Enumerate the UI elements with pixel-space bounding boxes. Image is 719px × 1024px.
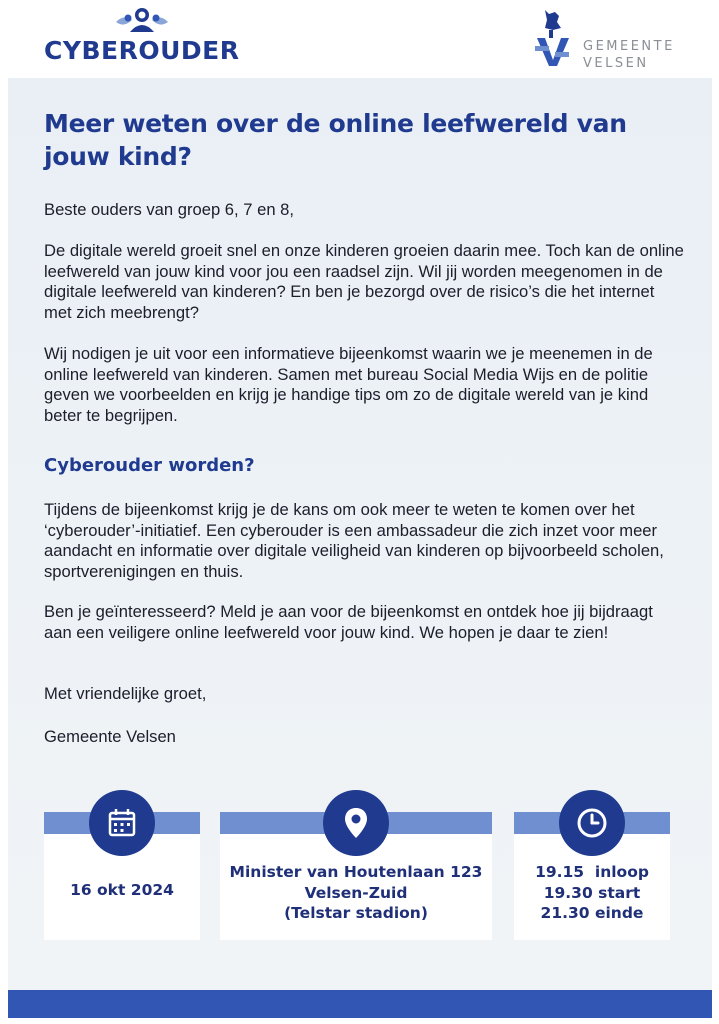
gemeente-velsen-wordmark xyxy=(583,38,708,72)
event-date: 16 okt 2024 xyxy=(70,881,174,899)
location-venue: (Telstar stadion) xyxy=(284,904,428,922)
signup-paragraph: Ben je geïnteresseerd? Meld je aan voor de bijeenkomst en ontdek hoe jij bijdraagt aan een veiligere online leefwereld voor jouw kind. We hopen je daar te zien! xyxy=(44,602,653,642)
intro-paragraph: De digitale wereld groeit snel en onze kinderen groeien daarin mee. Toch kan de online leefwereld van jouw kind voor jou een raadsel zijn. Wil jij worden meegenomen in de digitale leefwereld van kinderen? En ben je bezorgd over de risico’s die het internet met zich meebrengt? xyxy=(44,241,684,322)
clock-icon xyxy=(559,790,625,856)
time-start: 19.30 start xyxy=(543,883,641,902)
invitation-paragraph: Wij nodigen je uit voor een informatieve bijeenkomst waarin we je meenemen in de online leefwereld van kinderen. Samen met bureau Social Media Wijs en de politie geven we voorbeelden en krijg je handige tips om zo de digitale wereld van je kind beter te begrijpen. xyxy=(44,344,653,425)
footer-bar xyxy=(8,990,712,1018)
gemeente-velsen-logo xyxy=(535,8,705,70)
velsen-crest-icon xyxy=(535,8,571,68)
signature: Gemeente Velsen xyxy=(44,727,176,746)
wordmark-line-1: GEMEENTE xyxy=(583,39,675,54)
section-heading: Cyberouder worden? xyxy=(44,455,255,476)
event-times xyxy=(514,862,670,924)
greeting: Beste ouders van groep 6, 7 en 8, xyxy=(44,200,295,219)
cyberouder-paragraph: Tijdens de bijeenkomst krijg je de kans om ook meer te weten te komen over het ‘cyberouder’-initiatief. Een cyberouder is een ambassadeur die zich inzet voor meer aandacht en informatie over digitale veiligheid van kinderen op bijvoorbeeld scholen, sportverenigingen en thuis. xyxy=(44,500,664,581)
calendar-icon xyxy=(89,790,155,856)
time-end: 21.30 einde xyxy=(540,904,644,922)
cyberouder-wordmark: CYBEROUDER xyxy=(44,36,240,65)
event-location xyxy=(220,862,492,924)
closing: Met vriendelijke groet, xyxy=(44,684,207,703)
location-street: Minister van Houtenlaan 123 xyxy=(229,863,483,881)
page-title: Meer weten over de online leefwereld van jouw kind? xyxy=(44,109,627,171)
wordmark-line-2: VELSEN xyxy=(583,56,649,71)
cyberouder-family-icon xyxy=(114,6,170,34)
time-inloop: 19.15 inloop xyxy=(535,863,649,881)
location-city: Velsen-Zuid xyxy=(304,883,408,902)
cyberouder-logo xyxy=(44,6,240,68)
map-pin-icon xyxy=(323,790,389,856)
page-header xyxy=(0,0,719,78)
